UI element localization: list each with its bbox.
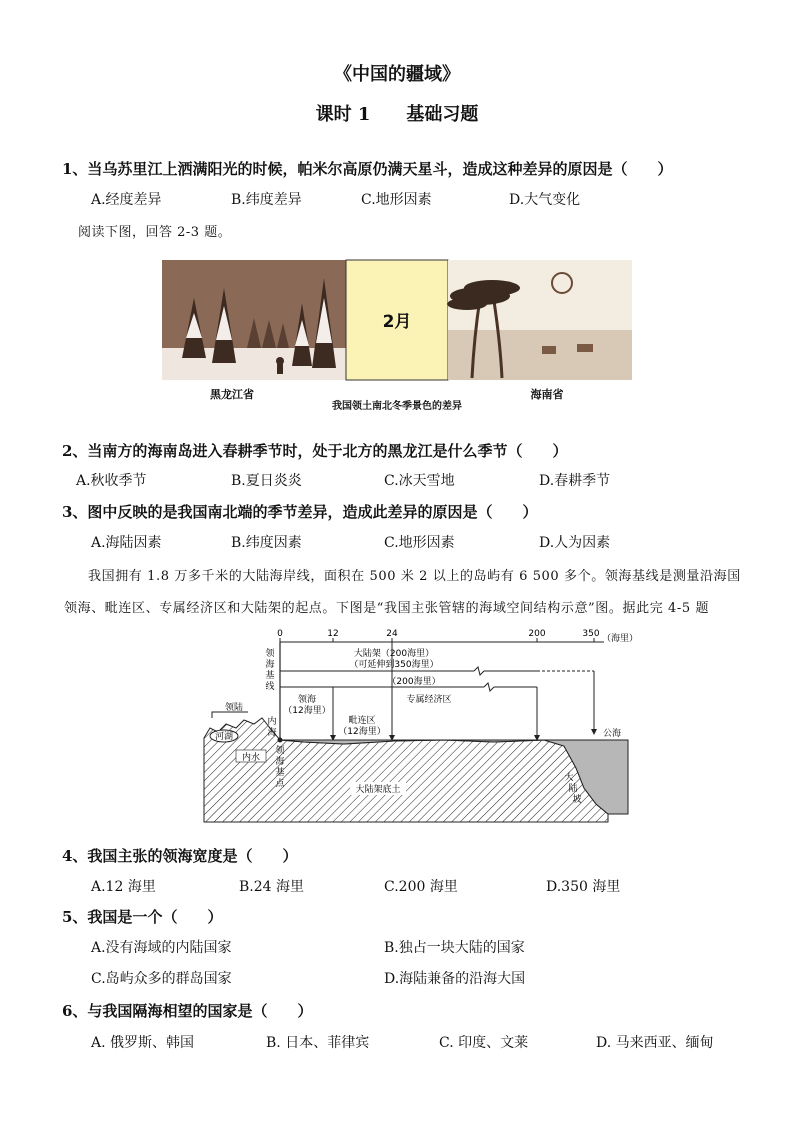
- contiguous-zone-length: （12海里）: [338, 727, 386, 737]
- inner-sea-char-1: 内: [267, 717, 277, 727]
- slope-char-1: 大: [564, 773, 574, 783]
- baseline-char-1: 领: [265, 649, 275, 659]
- maritime-zones-diagram: [204, 628, 639, 822]
- shelf-extension: （可延伸到350海里）: [349, 660, 439, 670]
- q6-option-a: A. 俄罗斯、韩国: [91, 1035, 195, 1051]
- month-label: 2月: [382, 312, 412, 332]
- q4-option-b: B.24 海里: [239, 879, 305, 895]
- territorial-sea-length: （12海里）: [283, 706, 331, 716]
- shelf-label: 大陆架（200海里）: [353, 649, 435, 659]
- q2-option-d: D.春耕季节: [539, 473, 611, 489]
- q1-option-b: B.纬度差异: [231, 192, 302, 208]
- q6-option-c: C. 印度、文莱: [439, 1035, 529, 1051]
- tick-24: 24: [386, 629, 398, 639]
- q3-option-a: A.海陆因素: [91, 535, 162, 551]
- q3-option-b: B.纬度因素: [231, 535, 302, 551]
- base-point-char-1: 领: [275, 746, 285, 756]
- person-figure: [276, 357, 284, 365]
- q6-option-b: B. 日本、菲律宾: [266, 1035, 370, 1051]
- baseline-point-marker: [278, 738, 283, 743]
- q5-option-b: B.独占一块大陆的国家: [384, 940, 525, 956]
- base-point-char-2: 海: [275, 757, 285, 767]
- question-6: 6、与我国隔海相望的国家是（ ）: [62, 1002, 313, 1020]
- q4-option-c: C.200 海里: [384, 879, 458, 895]
- intro-paragraph-line-2: 领海、毗连区、专属经济区和大陆架的起点。下图是“我国主张管辖的海域空间结构示意”图。据此完 4-5 题: [64, 601, 710, 616]
- river-lake-label: 河湖: [214, 732, 234, 742]
- eez-length: （200海里）: [387, 677, 441, 687]
- q1-option-a: A.经度差异: [91, 192, 162, 208]
- tick-0: 0: [277, 629, 283, 639]
- q6-option-d: D. 马来西亚、缅甸: [596, 1035, 714, 1051]
- q1-option-c: C.地形因素: [361, 192, 432, 208]
- document-title: 《中国的疆域》: [334, 64, 460, 85]
- q2-option-c: C.冰天雪地: [384, 473, 455, 489]
- q3-option-c: C.地形因素: [384, 535, 455, 551]
- q5-option-d: D.海陆兼备的沿海大国: [384, 971, 526, 987]
- baseline-char-2: 海: [265, 660, 275, 670]
- slope-char-2: 陆: [568, 784, 578, 794]
- unit-label: （海里）: [601, 634, 639, 644]
- q1-option-d: D.大气变化: [509, 192, 581, 208]
- left-panel-label: 黑龙江省: [210, 388, 254, 401]
- document-subtitle: 课时 1 基础习题: [315, 104, 479, 125]
- intro-paragraph-line-1: 我国拥有 1.8 万多千米的大陆海岸线，面积在 500 米 2 以上的岛屿有 6 500 多个。领海基线是测量沿海国: [88, 569, 741, 584]
- territorial-sea-label: 领海: [297, 695, 317, 705]
- base-point-char-4: 点: [275, 779, 285, 789]
- q4-option-a: A.12 海里: [91, 879, 156, 895]
- question-2: 2、当南方的海南岛进入春耕季节时，处于北方的黑龙江是什么季节（ ）: [62, 442, 568, 460]
- question-3: 3、图中反映的是我国南北端的季节差异，造成此差异的原因是（ ）: [62, 503, 538, 521]
- q2-option-a: A.秋收季节: [76, 473, 147, 489]
- contiguous-zone-label: 毗连区: [348, 716, 376, 726]
- right-panel-label: 海南省: [530, 388, 564, 401]
- slope-char-3: 坡: [572, 795, 582, 805]
- tick-200: 200: [528, 629, 546, 639]
- inner-water-label: 内水: [241, 753, 261, 763]
- question-4: 4、我国主张的领海宽度是（ ）: [62, 847, 298, 865]
- open-sea-label: 公海: [602, 729, 622, 739]
- question-1: 1、当乌苏里江上洒满阳光的时候，帕米尔高原仍满天星斗，造成这种差异的原因是（ ）: [62, 160, 673, 178]
- tick-12: 12: [327, 629, 339, 639]
- q4-option-d: D.350 海里: [546, 879, 621, 895]
- q2-option-b: B.夏日炎炎: [231, 473, 302, 489]
- seabed-label: 大陆架底土: [355, 785, 401, 795]
- tick-350: 350: [582, 629, 600, 639]
- seabed-profile: [204, 718, 608, 822]
- winter-scenery-illustration: [162, 258, 632, 415]
- intro-figure-1: 阅读下图，回答 2-3 题。: [78, 225, 232, 240]
- figure-maritime-zones: [204, 628, 639, 822]
- eez-label: 专属经济区: [406, 695, 452, 705]
- question-5: 5、我国是一个（ ）: [62, 908, 223, 926]
- figure-winter-scenery: [162, 258, 632, 415]
- baseline-char-4: 线: [265, 682, 275, 692]
- base-point-char-3: 基: [275, 768, 285, 778]
- baseline-char-3: 基: [265, 671, 275, 681]
- inner-sea-char-2: 海: [267, 728, 277, 738]
- figure-caption: 我国领土南北冬季景色的差异: [332, 401, 462, 412]
- q5-option-a: A.没有海域的内陆国家: [91, 940, 232, 956]
- q3-option-d: D.人为因素: [539, 535, 611, 551]
- q5-option-c: C.岛屿众多的群岛国家: [91, 971, 232, 987]
- land-label: 领陆: [224, 703, 244, 713]
